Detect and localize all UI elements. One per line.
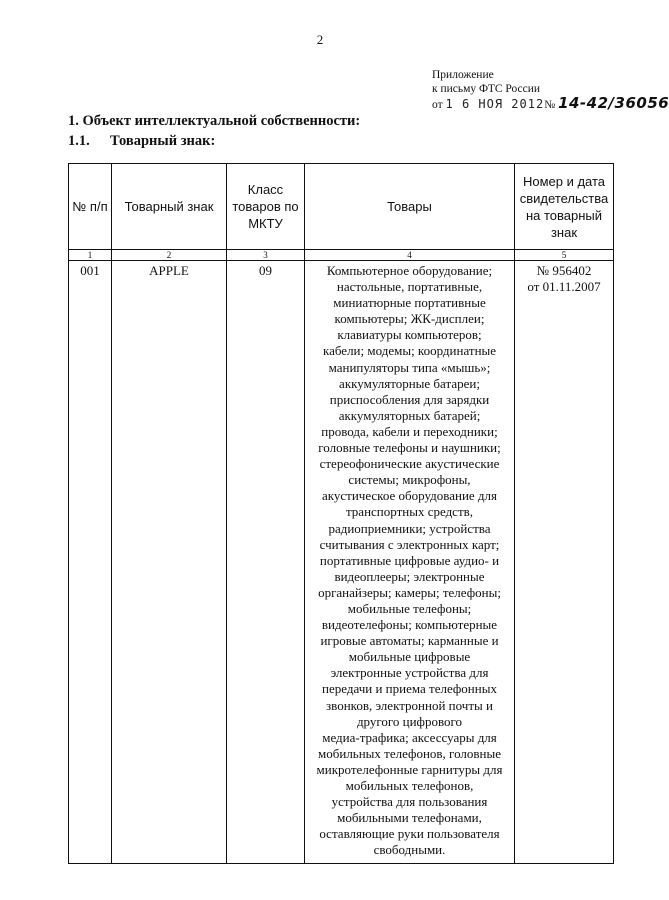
- handwritten-letter-number: 14-42/36056: [558, 94, 669, 112]
- goods-line: транспортных средств,: [345, 504, 474, 520]
- goods-line: Компьютерное оборудование;: [326, 263, 493, 278]
- row-certificate: [515, 261, 614, 864]
- row-class: 09: [227, 261, 305, 864]
- goods-line: устройства для пользования: [331, 794, 488, 810]
- goods-line: компьютеры; ЖК-дисплеи;: [334, 311, 485, 327]
- goods-line: видеоплееры; электронные: [334, 568, 485, 584]
- certificate-date: от 01.11.2007: [527, 279, 601, 295]
- goods-line: микротелефонные гарнитуры для: [316, 761, 503, 777]
- goods-line: радиоприемники; устройства: [328, 520, 491, 536]
- goods-line: манипуляторы типа «мышь»;: [328, 359, 491, 375]
- goods-line: звонков, электронной почты и: [326, 697, 493, 713]
- number-prefix: №: [544, 99, 556, 111]
- goods-line: медиа-трафика; аксессуары для: [322, 729, 497, 745]
- goods-line: органайзеры; камеры; телефоны;: [318, 584, 501, 600]
- row-goods: [305, 261, 515, 864]
- column-index: 3: [227, 250, 305, 261]
- header-certificate: Номер и дата свидетельства на товарный знак: [515, 164, 614, 250]
- row-trademark: APPLE: [112, 261, 227, 864]
- column-index: 1: [69, 250, 112, 261]
- goods-line: мобильных телефонов, головные: [318, 745, 501, 761]
- goods-line: клавиатуры компьютеров;: [337, 327, 482, 343]
- goods-line: считывания с электронных карт;: [319, 536, 500, 552]
- goods-line: оставляющие руки пользователя: [319, 826, 500, 842]
- goods-line: видеотелефоны; компьютерные: [321, 617, 498, 633]
- goods-line: электронные устройства для: [330, 665, 489, 681]
- goods-line: мобильные телефоны;: [347, 600, 472, 616]
- appendix-title: Приложение: [432, 69, 494, 81]
- header-class: Класс товаров по МКТУ: [227, 164, 305, 250]
- goods-line: игровые автоматы; карманные и: [320, 633, 499, 649]
- goods-line: приспособления для зарядки: [329, 391, 490, 407]
- page-number: 2: [316, 32, 324, 47]
- appendix-date-prefix: от: [432, 99, 443, 111]
- section-heading: 1. Объект интеллектуальной собственности:: [68, 113, 361, 129]
- appendix-letter-ref: к письму ФТС России: [432, 83, 541, 95]
- trademark-table: [68, 163, 614, 864]
- certificate-number: № 956402: [536, 263, 592, 278]
- row-number: 001: [69, 261, 112, 864]
- goods-line: свободными.: [373, 842, 446, 858]
- header-trademark: Товарный знак: [112, 164, 227, 250]
- subsection-number: 1.1.: [68, 133, 90, 149]
- date-stamp: 1 6 НОЯ 2012: [445, 97, 545, 111]
- goods-line: кабели; модемы; координатные: [322, 343, 497, 359]
- column-index: 2: [112, 250, 227, 261]
- subsection-heading: [68, 133, 215, 150]
- table-row: [69, 261, 614, 864]
- appendix-date-line: [432, 96, 669, 112]
- column-index: 4: [305, 250, 515, 261]
- goods-line: акустическое оборудование для: [321, 488, 498, 504]
- goods-line: мобильных телефонов,: [345, 778, 474, 793]
- goods-line: другого цифрового: [356, 713, 463, 729]
- goods-line: аккумуляторных батарей;: [338, 407, 481, 423]
- appendix-block: [432, 68, 669, 112]
- goods-line: системы; микрофоны,: [348, 472, 471, 488]
- goods-line: головные телефоны и наушники;: [318, 440, 501, 456]
- goods-line: стереофонические акустические: [319, 456, 500, 472]
- header-number: № п/п: [69, 164, 112, 250]
- goods-line: мобильными телефонами,: [337, 810, 482, 826]
- column-index-row: [69, 250, 614, 261]
- subsection-title: Товарный знак:: [110, 133, 216, 149]
- goods-line: миниатюрные портативные: [333, 295, 486, 311]
- column-index: 5: [515, 250, 614, 261]
- goods-line: настольные, портативные,: [336, 279, 483, 295]
- goods-line: передачи и приема телефонных: [322, 681, 497, 697]
- table-header-row: [69, 164, 614, 250]
- goods-line: портативные цифровые аудио- и: [319, 552, 500, 568]
- goods-line: провода, кабели и переходники;: [321, 423, 498, 439]
- header-goods: Товары: [305, 164, 515, 250]
- goods-line: аккумуляторные батареи;: [339, 375, 480, 391]
- goods-line: мобильные цифровые: [348, 649, 471, 665]
